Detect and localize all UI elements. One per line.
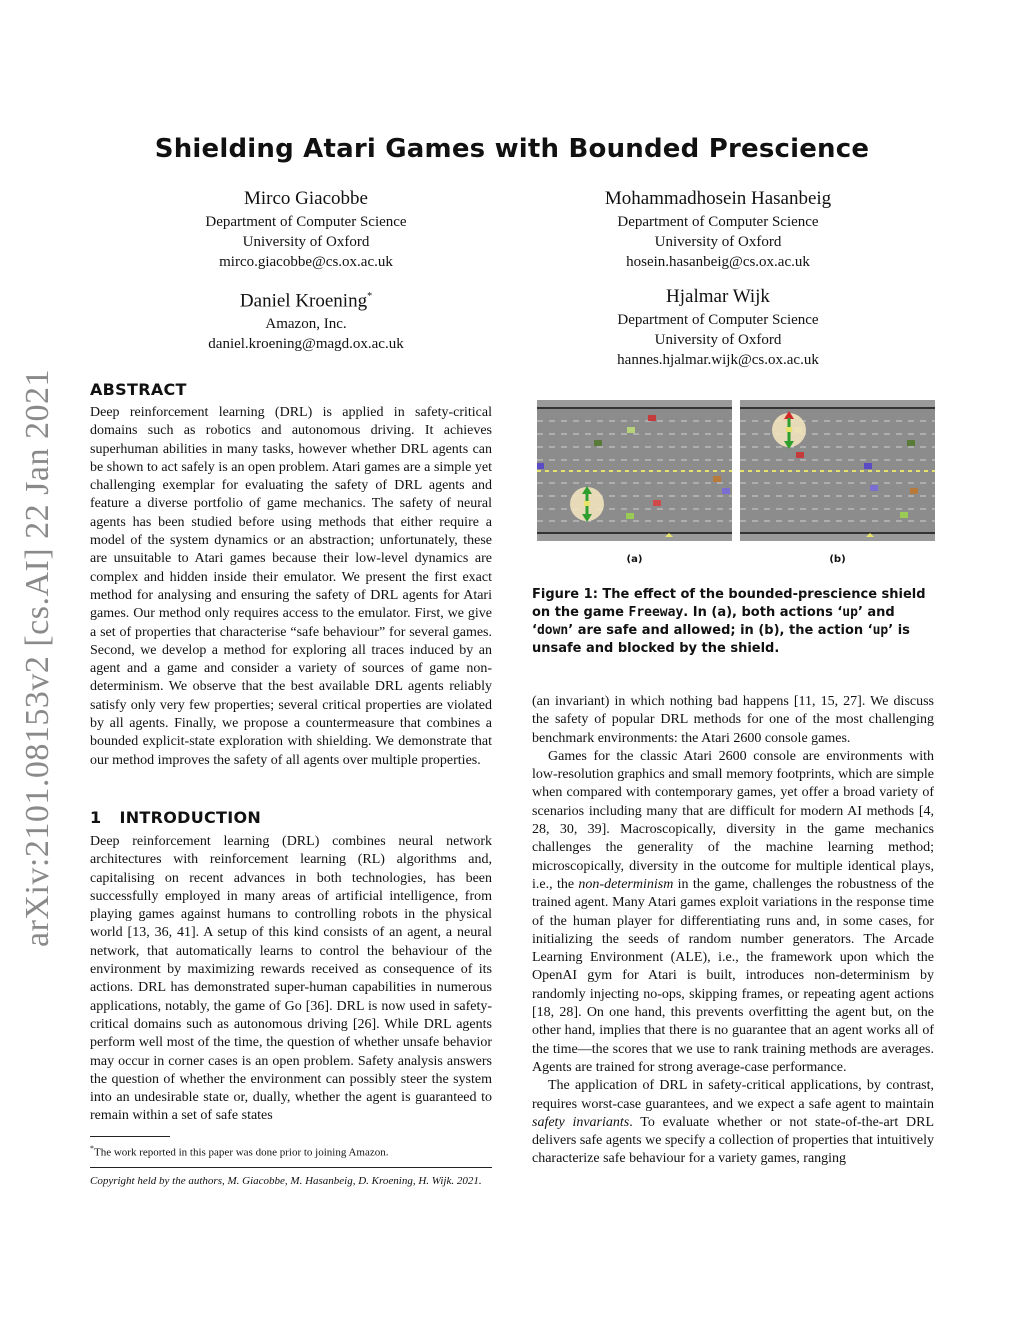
car [910, 488, 918, 494]
caption-action-up: up [872, 623, 889, 638]
author-university: University of Oxford [242, 234, 370, 250]
author-department: Department of Computer Science [617, 312, 819, 328]
car [864, 463, 872, 469]
author-department: Department of Computer Science [617, 214, 819, 230]
author-university: University of Oxford [654, 332, 782, 348]
car [722, 488, 730, 494]
arxiv-identifier-text: arXiv:2101.08153v2 [cs.AI] 22 Jan 2021 [19, 368, 56, 948]
footnote-rule [90, 1136, 170, 1137]
car [907, 440, 915, 446]
footnote-marker: * [367, 291, 373, 302]
subfigure-label-b: (b) [829, 554, 846, 565]
paragraph-text: The application of DRL in safety-critical applications, by contrast, requires worst-case guarantees, and we expect a safe agent to maintain [532, 1078, 934, 1112]
paragraph-text: in the game, challenges the robustness of the trained agent. Many Atari games exploit variations in the response time of the human player for differentiating runs and, in some cases, for initializing the seeds of random number generators. The Arcade Learning Environment (ALE), i.e., the framework upon which the OpenAI gym for Atari is built, introduces non-determinism by randomly injecting no-ops, skipping frames, or repeating agent actions [18, 28]. On one hand, this prevents overfitting the agent but, on the other hand, implies that there is no guarantee that an agent works all of the time—the scores that we use to rank training methods are averages. Agents are trained for strong average-case performance. [532, 876, 934, 1075]
introduction-text-right [532, 693, 934, 1169]
paragraph-text: Games for the classic Atari 2600 console are environments with low-resolution graphics and small memory footprints, which are simple when compared with contemporary games, yet offer a broad variety of scenarios including many that are difficult for modern AI methods [4, 28, 30, 39]. Macroscopically, diversity in the game mechanics challenges the generality of the machine learning method; microscopically, diversity in the outcome for multiple identical plays, i.e., the [532, 748, 934, 892]
caption-text: ’ are safe and allowed; in (b), the action ‘ [568, 623, 873, 638]
author-name: Mirco Giacobbe [244, 188, 368, 209]
author-email: hosein.hasanbeig@cs.ox.ac.uk [626, 254, 810, 270]
car [627, 427, 635, 433]
car [900, 512, 908, 518]
footnote-mark: * [90, 1144, 94, 1153]
car [713, 476, 721, 482]
caption-game-name: Freeway [628, 605, 684, 620]
car [796, 452, 804, 458]
emphasis: non-determinism [578, 876, 674, 892]
section-number: 1 [90, 808, 102, 827]
car [537, 463, 544, 469]
author-block-1 [156, 186, 456, 272]
abstract-text: Deep reinforcement learning (DRL) is applied in safety-critical domains such as robotics and autonomous driving. It achieves superhuman abilities in many tasks, however whether DRL agents can be shown to act safely is an open problem. Atari games are a simple yet challenging exemplar for evaluating the safety of DRL agents and feature a diverse portfolio of game mechanics. The safety of neural agents has been studied before using methods that either require a model of the system dynamics or an abstraction; unfortunately, these are unsuitable to Atari games because their low-level dynamics are complex and hidden inside their emulator. We present the first exact method for analysing and ensuring the safety of DRL agents for Atari games. Our method only requires access to the emulator. First, we give a set of properties that characterise “safe behaviour” for several games. Second, we develop a method for exploring all traces induced by an agent and a game and consider a variety of sources of game non-determinism. We observe that the best available DRL agents reliably satisfy only very few properties; several critical properties are violated by all agents. Finally, we propose a countermeasure that combines a bounded explicit-state exploration with shielding. We demonstrate that our method improves the safety of all agents over multiple properties. [90, 405, 492, 768]
author-name-row [156, 284, 456, 314]
paragraph-text: . To evaluate whether or not state-of-the-art DRL delivers safe agents we specify a collection of properties that intuitively characterize safe behaviour for a variety games, ranging [532, 1114, 935, 1167]
paper-title: Shielding Atari Games with Bounded Prescience [154, 134, 870, 164]
top-sidewalk [740, 400, 935, 408]
author-block-2 [568, 186, 868, 272]
caption-action-up: up [842, 605, 858, 620]
copyright-notice: Copyright held by the authors, M. Giacobbe, M. Hasanbeig, D. Kroening, H. Wijk. 2021. [90, 1175, 482, 1187]
emphasis: safety invariants [532, 1114, 630, 1130]
chicken [584, 501, 590, 506]
caption-text: Figure 1: The effect of the bounded-prescience shield on the game [532, 587, 926, 620]
bottom-sidewalk [740, 533, 935, 541]
copyright-rule [90, 1167, 492, 1168]
top-sidewalk [537, 400, 732, 408]
car [626, 513, 634, 519]
car [653, 500, 661, 506]
figure-panel-a [537, 400, 732, 541]
author-email: mirco.giacobbe@cs.ox.ac.uk [219, 254, 393, 270]
subfigure-label-a: (a) [626, 554, 643, 565]
abstract-heading: ABSTRACT [90, 380, 187, 399]
author-university: University of Oxford [654, 234, 782, 250]
introduction-text-left: Deep reinforcement learning (DRL) combines neural network architectures with reinforcement learning (RL) algorithms and, capitalising on recent advances in both technologies, has been successfully employed in many areas of artificial intelligence, from playing games against humans to controlling robots in the physical world [13, 36, 41]. A setup of this kind consists of an agent, a neural network, that automatically learns to control the behaviour of the environment by maximizing rewards received as consequence of its actions. DRL has demonstrated super-human capabilities in numerous applications, notably, the game of Go [36]. DRL is now used in safety-critical domains such as autonomous driving [26]. While DRL agents perform well most of the time, the question of whether unsafe behavior may occur in corner cases is an open problem. Safety analysis answers the question of whether the environment can possibly steer the system into an undesirable state or, dually, whether the agent is guaranteed to remain within a set of safe states [90, 834, 492, 1124]
bottom-sidewalk [537, 533, 732, 541]
caption-text: . In (a), both actions ‘ [683, 605, 843, 620]
paragraph [532, 1077, 934, 1168]
section-title: INTRODUCTION [119, 808, 262, 827]
author-name: Daniel Kroening [239, 290, 368, 312]
author-block-4 [568, 284, 868, 370]
introduction-heading [90, 808, 492, 827]
car [870, 485, 878, 491]
figure-caption [532, 586, 934, 658]
caption-text: ’ and ‘ [532, 605, 895, 638]
car [648, 415, 656, 421]
arxiv-identifier [8, 368, 68, 948]
chicken [786, 427, 792, 432]
caption-text: ’ is unsafe and blocked by the shield. [532, 623, 910, 656]
paragraph: (an invariant) in which nothing bad happens [11, 15, 27]. We discuss the safety of popular DRL methods for one of the most challenging benchmark environments: the Atari 2600 console games. [532, 694, 934, 746]
figure-panel-b [740, 400, 935, 541]
author-name: Mohammadhosein Hasanbeig [604, 188, 832, 209]
caption-action-down: down [536, 623, 569, 638]
footnote-text: The work reported in this paper was done prior to joining Amazon. [94, 1146, 389, 1159]
author-department: Department of Computer Science [205, 214, 407, 230]
paragraph [532, 748, 934, 1077]
footnote [90, 1142, 492, 1160]
author-email: daniel.kroening@magd.ox.ac.uk [208, 336, 404, 353]
author-affiliation: Amazon, Inc. [265, 316, 347, 333]
author-block-3 [156, 284, 456, 354]
car [594, 440, 602, 446]
author-name: Hjalmar Wijk [666, 286, 770, 307]
author-email: hannes.hjalmar.wijk@cs.ox.ac.uk [617, 352, 819, 368]
